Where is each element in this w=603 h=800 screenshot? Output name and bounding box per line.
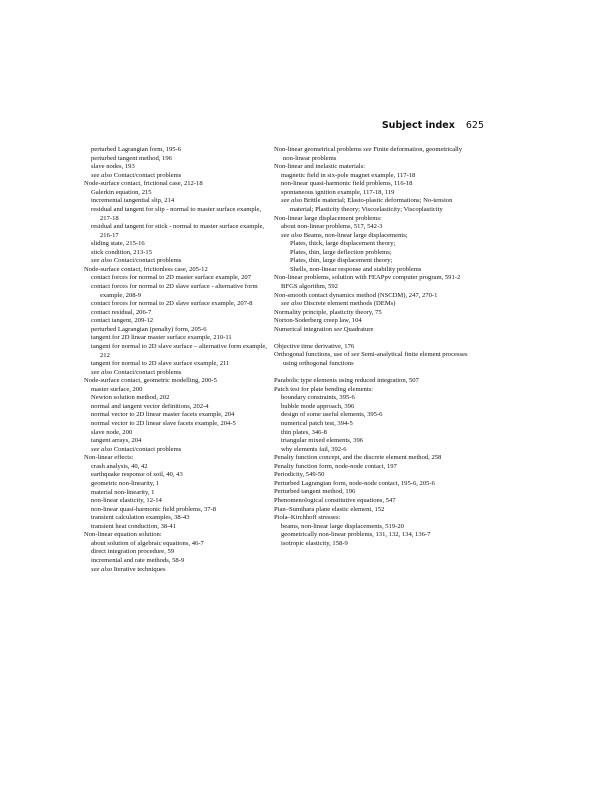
entry-text: contact forces for normal to 2D master surface example, 207 <box>91 274 252 282</box>
index-entry <box>274 377 474 386</box>
index-entry <box>84 180 272 189</box>
index-entry <box>274 146 474 163</box>
index-entry <box>274 471 474 480</box>
entry-text: perturbed Lagrangian form, 195-6 <box>91 146 182 153</box>
entry-text: residual and tangent for stick - normal to master surface example, 216-17 <box>91 223 265 239</box>
index-entry <box>274 497 474 506</box>
index-gap <box>274 334 474 343</box>
entry-text: geometric non-linearity, 1 <box>91 479 160 487</box>
index-entry <box>274 317 474 326</box>
entry-text: Quadrature <box>342 325 374 333</box>
index-entry <box>274 454 474 463</box>
entry-text: contact forces for normal to 2D slave surface - alternative form example, 208-9 <box>91 283 258 299</box>
entry-text: Numerical integration <box>274 325 334 333</box>
index-column-left <box>84 146 272 574</box>
index-entry <box>84 249 272 258</box>
entry-text: Objective time derivative, 176 <box>274 342 355 350</box>
index-entry <box>274 326 474 335</box>
entry-text: tangent for normal to 2D slave surface example, 211 <box>91 360 230 368</box>
index-entry <box>84 548 272 557</box>
entry-text: contact tangent, 209-12 <box>91 317 154 325</box>
entry-text: Contact/contact problems <box>112 171 182 179</box>
index-entry <box>274 257 474 266</box>
entry-text: slave node, 200 <box>91 428 133 436</box>
index-entry <box>84 497 272 506</box>
index-entry <box>84 437 272 446</box>
index-entry <box>84 343 272 360</box>
index-entry <box>274 189 474 198</box>
entry-text: residual and tangent for slip - normal to master surface example, 217-18 <box>91 205 262 222</box>
index-entry <box>84 514 272 523</box>
index-entry <box>84 411 272 420</box>
running-header <box>382 120 484 131</box>
index-entry <box>84 566 272 575</box>
index-entry <box>274 309 474 318</box>
index-entry <box>84 403 272 412</box>
entry-text: transient calculation examples, 38-43 <box>91 514 190 522</box>
entry-text: master surface, 200 <box>91 385 143 393</box>
entry-text: Orthogonal functions, use of <box>274 351 352 359</box>
entry-text: Penalty function form, node-node contact, 197 <box>274 462 397 470</box>
entry-text: spontaneous ignition example, 117-18, 119 <box>281 188 395 196</box>
index-entry <box>84 257 272 266</box>
index-entry <box>274 215 474 224</box>
index-entry <box>84 309 272 318</box>
entry-text: normal vector to 2D linear master facets example, 204 <box>91 411 235 419</box>
entry-text: sliding state, 215-16 <box>91 240 145 248</box>
index-entry <box>274 266 474 275</box>
index-entry <box>274 446 474 455</box>
index-entry <box>84 471 272 480</box>
entry-text: triangular mixed elements, 396 <box>281 437 364 445</box>
entry-text: BFGS algorithm, 592 <box>281 283 338 290</box>
header-title: Subject index <box>381 120 455 131</box>
entry-text: Contact/contact problems <box>112 257 182 265</box>
index-entry <box>84 531 272 540</box>
entry-text: stick condition, 213-15 <box>91 248 152 256</box>
index-entry <box>274 540 474 549</box>
index-entry <box>84 377 272 386</box>
index-entry <box>84 454 272 463</box>
index-entry <box>84 223 272 240</box>
entry-text: normal vector to 2D linear slave facets example, 204-5 <box>91 420 236 427</box>
index-entry <box>84 326 272 335</box>
entry-text: Non-linear and inelastic materials: <box>274 163 365 171</box>
index-entry <box>274 480 474 489</box>
entry-text: about non-linear problems, 517, 542-3 <box>281 223 383 231</box>
index-entry <box>274 420 474 429</box>
index-entry <box>274 274 474 283</box>
entry-text: magnetic field in six-pole magnet example, 117-18 <box>281 171 416 179</box>
entry-text: Parabolic type elements using reduced integration, 507 <box>274 377 419 385</box>
entry-text: tangent arrays, 204 <box>91 437 142 445</box>
index-entry <box>274 232 474 241</box>
entry-text: Brittle material; Elasto-plastic deformations; No-tension material; Plasticity theory; Viscoelasticity; Viscoplasticity <box>290 197 453 213</box>
index-entry <box>84 446 272 455</box>
entry-text: geometrically non-linear problems, 131, 132, 134, 136-7 <box>281 531 431 539</box>
index-entry <box>274 403 474 412</box>
index-entry <box>274 463 474 472</box>
entry-text: Iterative techniques <box>112 565 166 573</box>
entry-text: Plates, thin, large deflection problems; <box>290 248 392 256</box>
entry-text: direct integration procedure, 59 <box>91 548 175 556</box>
entry-text: boundary constraints, 395-6 <box>281 394 355 402</box>
index-entry <box>274 292 474 301</box>
entry-text: perturbed Lagrangian (penalty) form, 205-6 <box>91 325 207 333</box>
entry-text: non-linear quasi-harmonic field problems, 37-8 <box>91 505 217 513</box>
index-entry <box>274 506 474 515</box>
index-entry <box>84 386 272 395</box>
index-entry <box>84 540 272 549</box>
entry-text: Non-linear geometrical problems <box>274 146 364 153</box>
entry-text: Node-surface contact, frictionless case, 205-12 <box>84 265 208 273</box>
entry-text: isotropic elasticity, 158-9 <box>281 539 348 547</box>
index-entry <box>274 163 474 172</box>
index-entry <box>274 223 474 232</box>
see-also-reference: see also <box>91 257 113 265</box>
see-also-reference: see also <box>91 368 113 376</box>
index-entry <box>274 437 474 446</box>
index-entry <box>84 369 272 378</box>
entry-text: tangent for 2D linear master surface example, 210-11 <box>91 334 232 342</box>
index-entry <box>84 506 272 515</box>
entry-text: Phenomenological constitutive equations, 547 <box>274 497 396 505</box>
index-column-right <box>274 146 474 548</box>
entry-text: slave nodes, 193 <box>91 163 135 171</box>
entry-text: perturbed tangent method, 196 <box>91 154 172 162</box>
entry-text: Non-linear equation solution: <box>84 531 162 539</box>
entry-text: transient heat conduction, 38-41 <box>91 522 176 530</box>
see-also-reference: see also <box>91 171 113 179</box>
entry-text: numerical patch test, 394-5 <box>281 419 353 427</box>
entry-text: Beams, non-linear large displacements; <box>302 231 408 239</box>
entry-text: tangent for normal to 2D slave surface – alternative form example, 212 <box>91 342 267 359</box>
entry-text: normal and tangent vector definitions, 202-4 <box>91 402 209 410</box>
index-entry <box>84 283 272 300</box>
entry-text: design of some useful elements, 395-6 <box>281 411 383 419</box>
entry-text: incremental and rate methods, 58-9 <box>91 557 185 564</box>
index-entry <box>274 394 474 403</box>
index-entry <box>274 240 474 249</box>
entry-text: beams, non-linear large displacements, 519-20 <box>281 522 404 530</box>
see-also-reference: see also <box>281 197 303 205</box>
index-entry <box>274 283 474 292</box>
entry-text: Penalty function concept, and the discrete element method, 258 <box>274 454 442 462</box>
index-entry <box>84 480 272 489</box>
see-also-reference: see also <box>91 445 113 453</box>
index-entry <box>84 274 272 283</box>
entry-text: Non-linear large displacement problems: <box>274 214 382 222</box>
see-reference: see <box>363 146 372 153</box>
index-entry <box>84 300 272 309</box>
index-entry <box>274 180 474 189</box>
entry-text: non-linear elasticity, 12-14 <box>91 497 162 505</box>
index-entry <box>84 523 272 532</box>
index-entry <box>84 206 272 223</box>
entry-text: Perturbed Lagrangian form, node-node contact, 195-6, 205-6 <box>274 479 435 487</box>
index-entry <box>84 429 272 438</box>
entry-text: Patch test for plate bending elements: <box>274 385 374 393</box>
index-entry <box>84 266 272 275</box>
page-number: 625 <box>465 120 484 131</box>
index-entry <box>274 514 474 523</box>
entry-text: incremental tangential slip, 214 <box>91 197 175 205</box>
entry-text: Contact/contact problems <box>112 368 182 376</box>
entry-text: Perturbed tangent method, 196 <box>274 488 356 496</box>
index-entry <box>84 557 272 566</box>
index-entry <box>274 172 474 181</box>
entry-text: Plates, thick, large displacement theory; <box>290 240 396 248</box>
index-entry <box>84 394 272 403</box>
entry-text: earthquake response of soil, 40, 43 <box>91 471 183 479</box>
see-reference: see <box>351 351 360 359</box>
index-entry <box>274 429 474 438</box>
index-entry <box>84 197 272 206</box>
see-also-reference: see also <box>281 300 303 308</box>
index-entry <box>84 146 272 155</box>
index-entry <box>274 343 474 352</box>
entry-text: bubble mode approach, 396 <box>281 402 355 410</box>
entry-text: Periodicity, 549-50 <box>274 471 325 479</box>
entry-text: Non-linear problems, solution with FEAPpv computer program, 591-2 <box>274 274 461 282</box>
index-entry <box>84 172 272 181</box>
index-entry <box>84 240 272 249</box>
index-entry <box>274 386 474 395</box>
see-also-reference: see also <box>91 565 113 573</box>
entry-text: Node-surface contact, frictional case, 212-18 <box>84 180 203 188</box>
entry-text: Non-linear effects: <box>84 454 134 462</box>
entry-text: Norton-Soderberg creep law, 104 <box>274 317 362 325</box>
index-entry <box>84 334 272 343</box>
index-entry <box>84 317 272 326</box>
index-entry <box>274 411 474 420</box>
entry-text: Contact/contact problems <box>112 445 182 453</box>
entry-text: Node-surface contact, geometric modelling, 200-5 <box>84 377 217 385</box>
entry-text: crash analysis, 40, 42 <box>91 462 148 470</box>
entry-text: about solution of algebraic equations, 46-7 <box>91 539 204 547</box>
index-entry <box>84 463 272 472</box>
index-entry <box>84 420 272 429</box>
index-entry <box>84 163 272 172</box>
entry-text: Plates, thin, large displacement theory; <box>290 257 393 265</box>
entry-text: Finite deformation, geometrically non-linear problems <box>283 146 463 162</box>
entry-text: Non-smooth contact dynamics method (NSCDM), 247, 270-1 <box>274 291 438 299</box>
entry-text: Normality principle, plasticity theory, 75 <box>274 308 382 316</box>
entry-text: Pian–Sumihara plane elastic element, 152 <box>274 505 385 513</box>
entry-text: non-linear quasi-harmonic field problems, 116-18 <box>281 180 413 188</box>
entry-text: Semi-analytical finite element processes using orthogonal functions <box>283 351 468 368</box>
see-also-reference: see also <box>281 231 303 239</box>
entry-text: Piola–Kirchhoff stresses: <box>274 514 341 522</box>
index-entry <box>84 155 272 164</box>
index-entry <box>84 489 272 498</box>
index-entry <box>274 197 474 214</box>
entry-text: Discrete element methods (DEMs) <box>302 300 396 308</box>
index-entry <box>274 300 474 309</box>
entry-text: Shells, non-linear response and stability problems <box>290 265 422 273</box>
index-entry <box>274 523 474 532</box>
entry-text: Newton solution method, 202 <box>91 394 170 402</box>
index-entry <box>274 488 474 497</box>
index-entry <box>274 531 474 540</box>
entry-text: why elements fail, 392-6 <box>281 445 347 453</box>
index-entry <box>84 360 272 369</box>
see-reference: see <box>333 325 343 333</box>
index-entry <box>274 249 474 258</box>
entry-text: contact forces for normal to 2D slave surface example, 207-8 <box>91 300 253 308</box>
entry-text: thin plates, 346-8 <box>281 428 327 436</box>
index-entry <box>84 189 272 198</box>
index-gap <box>274 369 474 378</box>
index-entry <box>274 351 474 368</box>
entry-text: contact residual, 206-7 <box>91 308 152 316</box>
entry-text: material non-linearity, 1 <box>91 488 155 496</box>
entry-text: Galerkin equation, 215 <box>91 188 152 196</box>
